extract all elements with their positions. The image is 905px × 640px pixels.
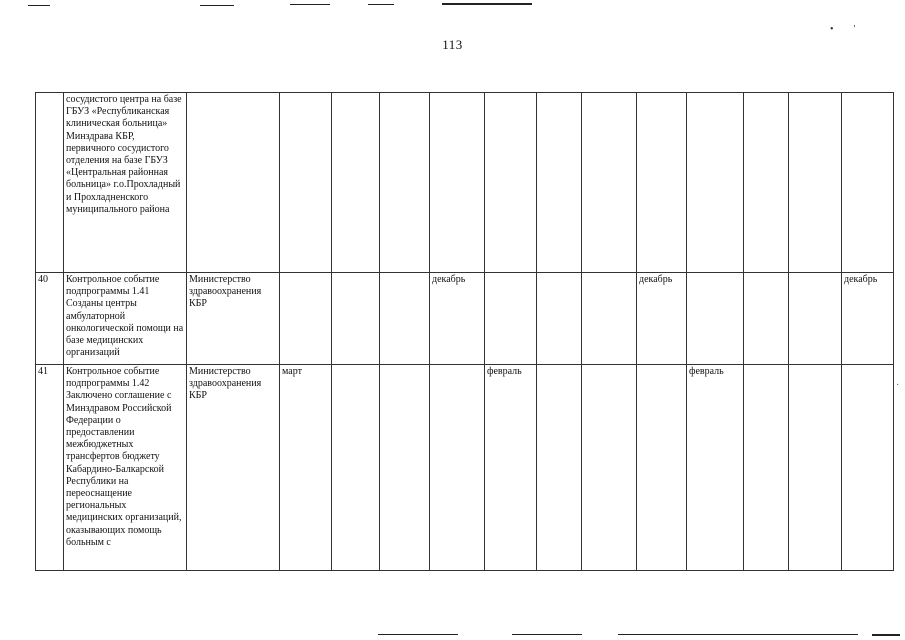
period-cell: февраль [485,365,537,571]
scan-mark-bottom-3 [618,634,858,635]
period-cell [332,365,380,571]
period-cell [582,273,637,365]
period-cell [485,93,537,273]
period-cell [485,273,537,365]
period-cell [537,93,582,273]
side-scan-tick: · [896,380,900,391]
period-cell [380,93,430,273]
period-cell [744,93,789,273]
period-cell [537,273,582,365]
period-cell [744,365,789,571]
period-cell [537,365,582,571]
event-name: сосудистого центра на базе ГБУЗ «Республиканская клиническая больница» Минздрава КБР, первичного сосудистого отделения на базе ГБУЗ «Центральная районная больница» г.о.Прохладный и Прохладненского муниципального района [64,93,187,273]
row-number: 41 [36,365,64,571]
scan-mark-bottom-4 [872,634,900,636]
period-cell [687,273,744,365]
scan-mark-top-3 [290,4,330,5]
period-cell: декабрь [637,273,687,365]
period-cell [380,365,430,571]
period-cell [789,93,842,273]
period-cell [637,365,687,571]
period-cell [582,365,637,571]
table-row [36,93,894,273]
period-cell [332,273,380,365]
executor: Министерство здравоохранения КБР [187,273,280,365]
schedule-table [35,92,894,571]
scan-mark-bottom-1 [378,634,458,635]
period-cell [280,273,332,365]
row-number [36,93,64,273]
period-cell: февраль [687,365,744,571]
period-cell [687,93,744,273]
scan-mark-top-1 [28,5,50,6]
period-cell [842,93,894,273]
period-cell: март [280,365,332,571]
period-cell [789,365,842,571]
period-cell [842,365,894,571]
period-cell [380,273,430,365]
period-cell [789,273,842,365]
period-cell [280,93,332,273]
corner-scan-marks: • ' [830,24,856,35]
executor: Министерство здравоохранения КБР [187,365,280,571]
period-cell [744,273,789,365]
scan-mark-top-4 [368,4,394,5]
event-name: Контрольное событие подпрограммы 1.42 Заключено соглашение с Минздравом Российской Федерации о предоставлении межбюджетных трансфертов бюджету Кабардино-Балкарской Республики на переоснащение региональных медицинских организаций, оказывающих помощь больным с [64,365,187,571]
period-cell [582,93,637,273]
period-cell [332,93,380,273]
period-cell [637,93,687,273]
executor [187,93,280,273]
table-row [36,365,894,571]
scan-mark-top-2 [200,5,234,6]
period-cell: декабрь [842,273,894,365]
scan-mark-bottom-2 [512,634,582,635]
period-cell: декабрь [430,273,485,365]
page-number: 113 [442,37,463,52]
event-name: Контрольное событие подпрограммы 1.41 Созданы центры амбулаторной онкологической помощи на базе медицинских организаций [64,273,187,365]
scan-mark-top-5 [442,3,532,5]
period-cell [430,93,485,273]
row-number: 40 [36,273,64,365]
table-row [36,273,894,365]
period-cell [430,365,485,571]
